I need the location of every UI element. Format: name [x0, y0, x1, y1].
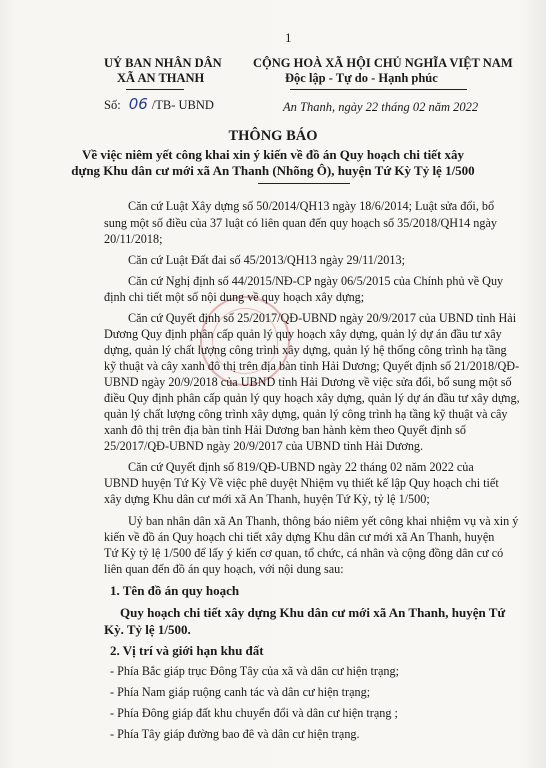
doc-number-prefix: Số:: [104, 98, 121, 112]
body-line: Uỷ ban nhân dân xã An Thanh, thông báo niêm yết công khai nhiệm vụ và xin ý: [128, 514, 519, 528]
doc-number-suffix: /TB- UBND: [151, 98, 214, 112]
body-line: UBND huyện Tứ Kỳ Về việc phê duyệt Nhiệm vụ thiết kế lập Quy hoạch chi tiết: [104, 476, 499, 490]
document-subtitle-line-1: Về việc niêm yết công khai xin ý kiến về đồ án Quy hoạch chi tiết xây: [81, 147, 465, 162]
page-number: 1: [285, 30, 292, 45]
body-line: kỹ thuật và cây xanh đô thị trên địa bàn tỉnh Hải Dương; Quyết định số 21/2018/QĐ-: [104, 359, 520, 373]
issuing-authority: UỶ BAN NHÂN DÂN: [104, 56, 222, 70]
body-line: xanh đô thị trên địa bàn tỉnh Hải Dương ban hành kèm theo Quyết định số: [104, 423, 467, 437]
body-line: xây dựng Khu dân cư mới xã An Thanh, huyện Tứ Kỳ, tỷ lệ 1/500;: [104, 492, 430, 506]
boundary-east: - Phía Đông giáp đất khu chuyển đổi và dân cư hiện trạng ;: [110, 706, 398, 720]
issuing-commune: XÃ AN THANH: [117, 71, 205, 85]
body-line: định chi tiết một số nội dung về quy hoạch xây dựng;: [104, 290, 365, 304]
body-line: Tứ Kỳ tỷ lệ 1/500 để lấy ý kiến cơ quan, tổ chức, cá nhân và cộng đồng dân cư có: [104, 546, 504, 560]
body-line: UBND ngày 20/9/2018 của UBND tỉnh Hải Dương về việc sửa đổi, bổ sung một số: [104, 375, 512, 389]
motto-underline: [290, 89, 467, 90]
document-date: An Thanh, ngày 22 tháng 02 năm 2022: [283, 100, 479, 114]
document-subtitle-line-2: dựng Khu dân cư mới xã An Thanh (Nhõng Ô), huyện Tứ Kỳ Tỷ lệ 1/500: [71, 163, 475, 178]
plan-name-line-1: Quy hoạch chi tiết xây dựng Khu dân cư mới xã An Thanh, huyện Tứ: [120, 605, 506, 620]
body-line: 25/2017/QĐ-UBND ngày 20/9/2017 của UBND tỉnh Hải Dương.: [104, 439, 424, 453]
body-line: Căn cứ Luật Xây dựng số 50/2014/QH13 ngày 18/6/2014; Luật sửa đổi, bổ: [128, 199, 495, 213]
boundary-north: - Phía Bắc giáp trục Đông Tây của xã và dân cư hiện trạng;: [110, 664, 399, 678]
national-motto: Độc lập - Tự do - Hạnh phúc: [285, 71, 438, 85]
doc-number-handwritten: 06: [128, 95, 148, 113]
boundary-west: - Phía Tây giáp đường bao đê và dân cư hiện trạng.: [110, 727, 360, 741]
body-line: Căn cứ Quyết định số 25/2017/QĐ-UBND ngày 20/9/2017 của UBND tỉnh Hải: [128, 311, 517, 325]
body-line: Căn cứ Quyết định số 819/QĐ-UBND ngày 22 tháng 02 năm 2022 của: [128, 460, 474, 474]
document-title: THÔNG BÁO: [228, 128, 318, 144]
body-line: Căn cứ Luật Đất đai số 45/2013/QH13 ngày 29/11/2013;: [128, 253, 405, 267]
body-line: Căn cứ Nghị định số 44/2015/NĐ-CP ngày 06/5/2015 của Chính phủ về Quy: [128, 274, 504, 288]
document-number: [104, 95, 214, 113]
body-line: dựng, quản lý chất lượng công trình xây dựng, quản lý hệ thống công trình hạ tầng: [104, 343, 507, 357]
authority-underline: [126, 89, 184, 90]
body-line: sung một số điều của 37 luật có liên quan đến quy hoạch số 35/2018/QH14 ngày: [104, 216, 497, 230]
section-heading-2: 2. Vị trí và giới hạn khu đất: [110, 643, 264, 658]
national-title: CỘNG HOÀ XÃ HỘI CHỦ NGHĨA VIỆT NAM: [253, 56, 513, 70]
body-line: điều Quy định phân cấp quản lý quy hoạch xây dựng, quản lý dự án đầu tư xây dựng,: [104, 391, 520, 405]
section-heading-1: 1. Tên đồ án quy hoạch: [110, 583, 240, 598]
body-line: quản lý chất lượng công trình xây dựng, quản lý công trình hạ tầng kỹ thuật và cây: [104, 407, 508, 421]
plan-name-line-2: Kỳ. Tỷ lệ 1/500.: [104, 622, 191, 637]
subtitle-underline: [258, 183, 350, 184]
body-line: 20/11/2018;: [104, 232, 163, 246]
body-line: liên quan đến đồ án quy hoạch, với nội dung sau:: [104, 562, 344, 576]
boundary-south: - Phía Nam giáp ruộng canh tác và dân cư hiện trạng;: [110, 685, 371, 699]
body-line: Dương Quy định phân cấp quản lý quy hoạch xây dựng, quản lý dự án đầu tư xây: [104, 327, 502, 341]
body-line: kiến về đồ án Quy hoạch chi tiết xây dựng Khu dân cư mới xã An Thanh, huyện: [104, 530, 495, 544]
